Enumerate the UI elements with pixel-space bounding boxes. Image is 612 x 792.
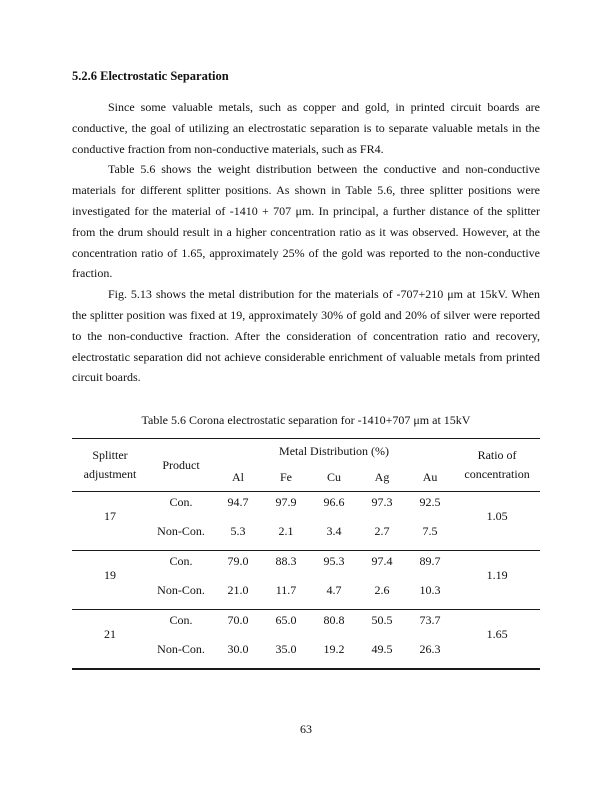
- metal-value-cu: 4.7: [326, 583, 342, 598]
- header-row-1: [72, 439, 540, 464]
- table-row: [72, 551, 540, 581]
- product-label: Non-Con.: [157, 642, 205, 657]
- ratio-value: 1.19: [486, 567, 508, 582]
- table-row: [72, 492, 540, 522]
- metal-value-ag: 49.5: [371, 642, 393, 657]
- metal-value-fe: 97.9: [275, 495, 297, 510]
- product-label: Non-Con.: [157, 583, 205, 598]
- splitter-group-19: [72, 551, 540, 610]
- metal-value-al: 70.0: [227, 613, 249, 628]
- metal-value-cu: 19.2: [323, 642, 345, 657]
- col-header-fe: Fe: [280, 469, 292, 484]
- col-header-au: Au: [422, 469, 438, 484]
- metal-value-cu: 95.3: [323, 554, 345, 569]
- ratio-value: 1.65: [486, 626, 508, 641]
- col-header-metal-distribution: Metal Distribution (%): [279, 443, 390, 458]
- product-label: Con.: [169, 554, 193, 569]
- metal-value-al: 30.0: [227, 642, 249, 657]
- metal-value-fe: 88.3: [275, 554, 297, 569]
- table-row: [72, 610, 540, 640]
- metal-value-ag: 50.5: [371, 613, 393, 628]
- metal-value-au: 92.5: [419, 495, 441, 510]
- metal-value-fe: 11.7: [275, 583, 297, 598]
- col-header-ag: Ag: [374, 469, 390, 484]
- col-header-ratio-of-concentration: Ratio of concentration: [464, 448, 530, 482]
- section-heading: 5.2.6 Electrostatic Separation: [72, 69, 229, 83]
- metal-value-cu: 3.4: [326, 524, 342, 539]
- splitter-group-21: [72, 610, 540, 670]
- metal-value-al: 94.7: [227, 495, 249, 510]
- metal-value-al: 21.0: [227, 583, 249, 598]
- ratio-value: 1.05: [486, 508, 508, 523]
- col-header-product: Product: [162, 457, 200, 472]
- page-number: 63: [300, 722, 312, 736]
- col-header-splitter-adjustment: Splitter adjustment: [83, 448, 137, 482]
- corona-separation-table: [72, 438, 540, 670]
- product-label: Con.: [169, 613, 193, 628]
- metal-value-ag: 2.6: [374, 583, 390, 598]
- splitter-group-17: [72, 492, 540, 551]
- metal-value-fe: 2.1: [278, 524, 294, 539]
- metal-value-au: 89.7: [419, 554, 441, 569]
- splitter-value: 17: [104, 508, 116, 523]
- metal-value-cu: 96.6: [323, 495, 345, 510]
- metal-value-al: 79.0: [227, 554, 249, 569]
- metal-value-au: 10.3: [419, 583, 441, 598]
- splitter-value: 19: [104, 567, 116, 582]
- metal-value-au: 7.5: [422, 524, 438, 539]
- product-label: Non-Con.: [157, 524, 205, 539]
- paragraph-fig-discussion: Fig. 5.13 shows the metal distribution for the materials of -707+210 μm at 15kV. When the splitter position was fixed at 19, approximately 30% of gold and 20% of silver were reported to the non-conductive fraction. After the consideration of concentration ratio and recovery, electrostatic separation did not achieve considerable enrichment of valuable metals from printed circuit boards.: [72, 287, 540, 385]
- col-header-al: Al: [232, 469, 244, 484]
- metal-value-fe: 35.0: [275, 642, 297, 657]
- table-header: [72, 439, 540, 492]
- metal-value-au: 73.7: [419, 613, 441, 628]
- metal-value-fe: 65.0: [275, 613, 297, 628]
- table-caption: Table 5.6 Corona electrostatic separation for -1410+707 μm at 15kV: [141, 413, 471, 428]
- metal-value-al: 5.3: [230, 524, 246, 539]
- paragraph-intro: Since some valuable metals, such as copper and gold, in printed circuit boards are conductive, the goal of utilizing an electrostatic separation is to separate valuable metals in the conductive fraction from non-conductive materials, such as FR4.: [72, 100, 540, 156]
- metal-value-ag: 2.7: [374, 524, 390, 539]
- product-label: Con.: [169, 495, 193, 510]
- metal-value-ag: 97.4: [371, 554, 393, 569]
- paragraph-table-discussion: Table 5.6 shows the weight distribution between the conductive and non-conductive materials for different splitter positions. As shown in Table 5.6, three splitter positions were investigated for the material of -1410 + 707 μm. In principal, a further distance of the splitter from the drum should result in a higher concentration ratio as it was observed. However, at the concentration ratio of 1.65, approximately 25% of the gold was reported to the non-conductive fraction.: [72, 162, 540, 281]
- metal-value-cu: 80.8: [323, 613, 345, 628]
- metal-value-au: 26.3: [419, 642, 441, 657]
- col-header-cu: Cu: [326, 469, 341, 484]
- metal-value-ag: 97.3: [371, 495, 393, 510]
- splitter-value: 21: [104, 626, 116, 641]
